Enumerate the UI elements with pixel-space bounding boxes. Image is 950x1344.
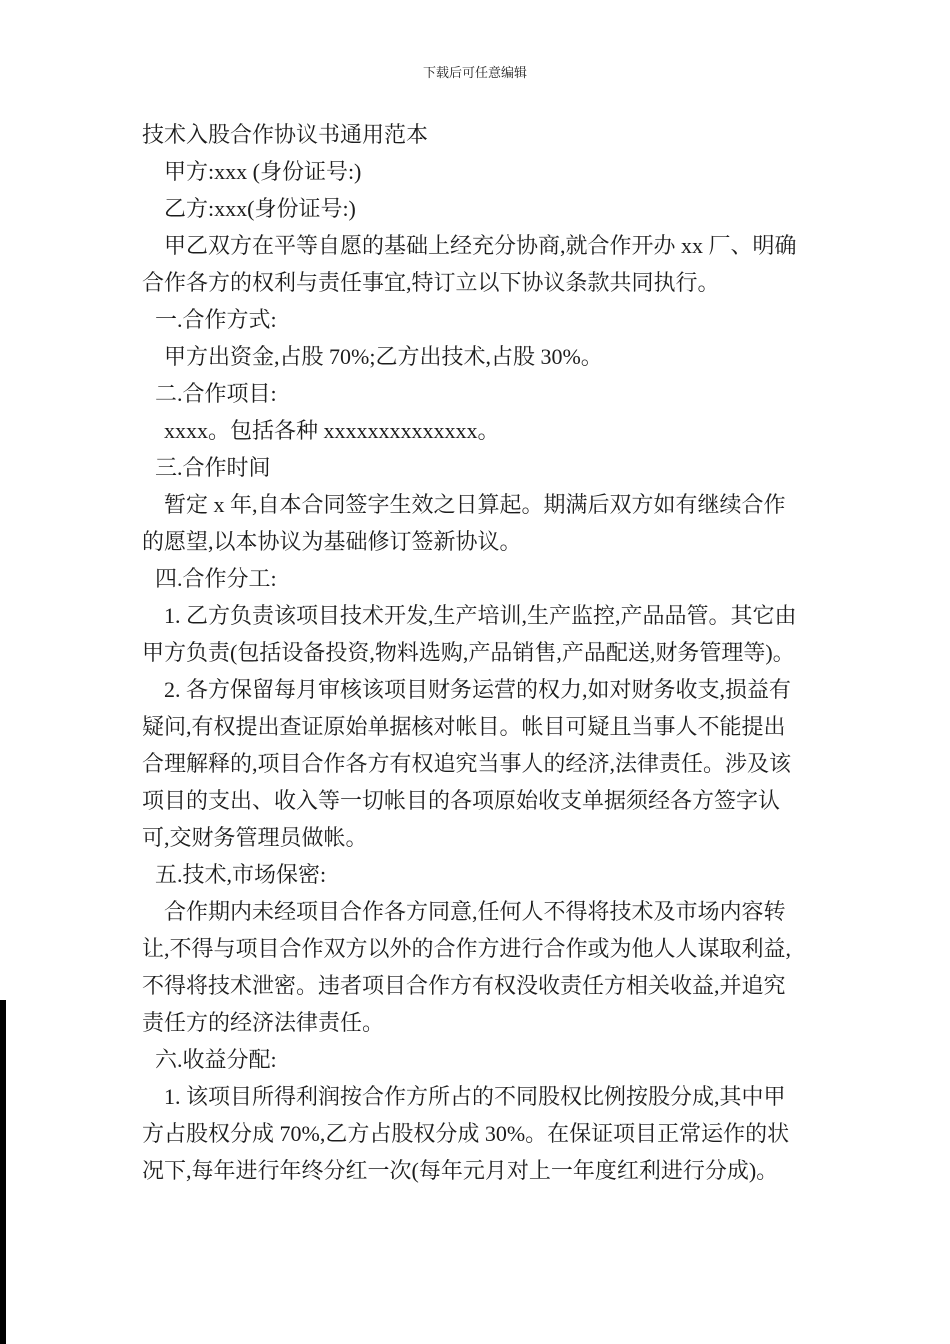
- party-a-line: 甲方:xxx (身份证号:): [164, 159, 362, 184]
- download-edit-watermark: 下载后可任意编辑: [422, 65, 527, 80]
- section-3-heading: 三.合作时间: [155, 455, 271, 480]
- section-6-paragraph: 1. 该项目所得利润按合作方所占的不同股权比例按股分成,其中甲 方占股权分成 70%,乙方占股权分成 30%。在保证项目正常运作的状 况下,每年进行年终分红一次(每年元月对上一年度红利进行分成)。: [142, 1084, 790, 1183]
- section-4-heading: 四.合作分工:: [155, 566, 277, 591]
- section-2-heading: 二.合作项目:: [155, 381, 277, 406]
- document-body: [142, 116, 834, 1189]
- party-b-line: 乙方:xxx(身份证号:): [164, 196, 356, 221]
- preamble-paragraph: 甲乙双方在平等自愿的基础上经充分协商,就合作开办 xx 厂、明确 合作各方的权利与责任事宜,特订立以下协议条款共同执行。: [142, 233, 797, 295]
- section-5-heading: 五.技术,市场保密:: [155, 862, 327, 887]
- section-6-heading: 六.收益分配:: [155, 1047, 277, 1072]
- section-2-paragraph: xxxx。包括各种 xxxxxxxxxxxxxx。: [164, 418, 500, 443]
- section-4-paragraph-2: 2. 各方保留每月审核该项目财务运营的权力,如对财务收支,损益有 疑问,有权提出查证原始单据核对帐目。帐目可疑且当事人不能提出 合理解释的,项目合作各方有权追究当事人的经济,法律责任。涉及该 项目的支出、收入等一切帐目的各项原始收支单据须经各方签字认 可,交财务管理员做帐。: [142, 677, 792, 850]
- section-1-heading: 一.合作方式:: [155, 307, 277, 332]
- left-edge-bar: [0, 1000, 6, 1344]
- section-5-paragraph: 合作期内未经项目合作各方同意,任何人不得将技术及市场内容转 让,不得与项目合作双方以外的合作方进行合作或为他人人谋取利益, 不得将技术泄密。违者项目合作方有权没收责任方相关收益,并追究 责任方的经济法律责任。: [142, 899, 792, 1035]
- doc-title: 技术入股合作协议书通用范本: [142, 122, 429, 147]
- section-1-paragraph: 甲方出资金,占股 70%;乙方出技术,占股 30%。: [164, 344, 603, 369]
- section-3-paragraph: 暂定 x 年,自本合同签字生效之日算起。期满后双方如有继续合作 的愿望,以本协议为基础修订签新协议。: [142, 492, 786, 554]
- section-4-paragraph-1: 1. 乙方负责该项目技术开发,生产培训,生产监控,产品品管。其它由 甲方负责(包括设备投资,物料选购,产品销售,产品配送,财务管理等)。: [142, 603, 797, 665]
